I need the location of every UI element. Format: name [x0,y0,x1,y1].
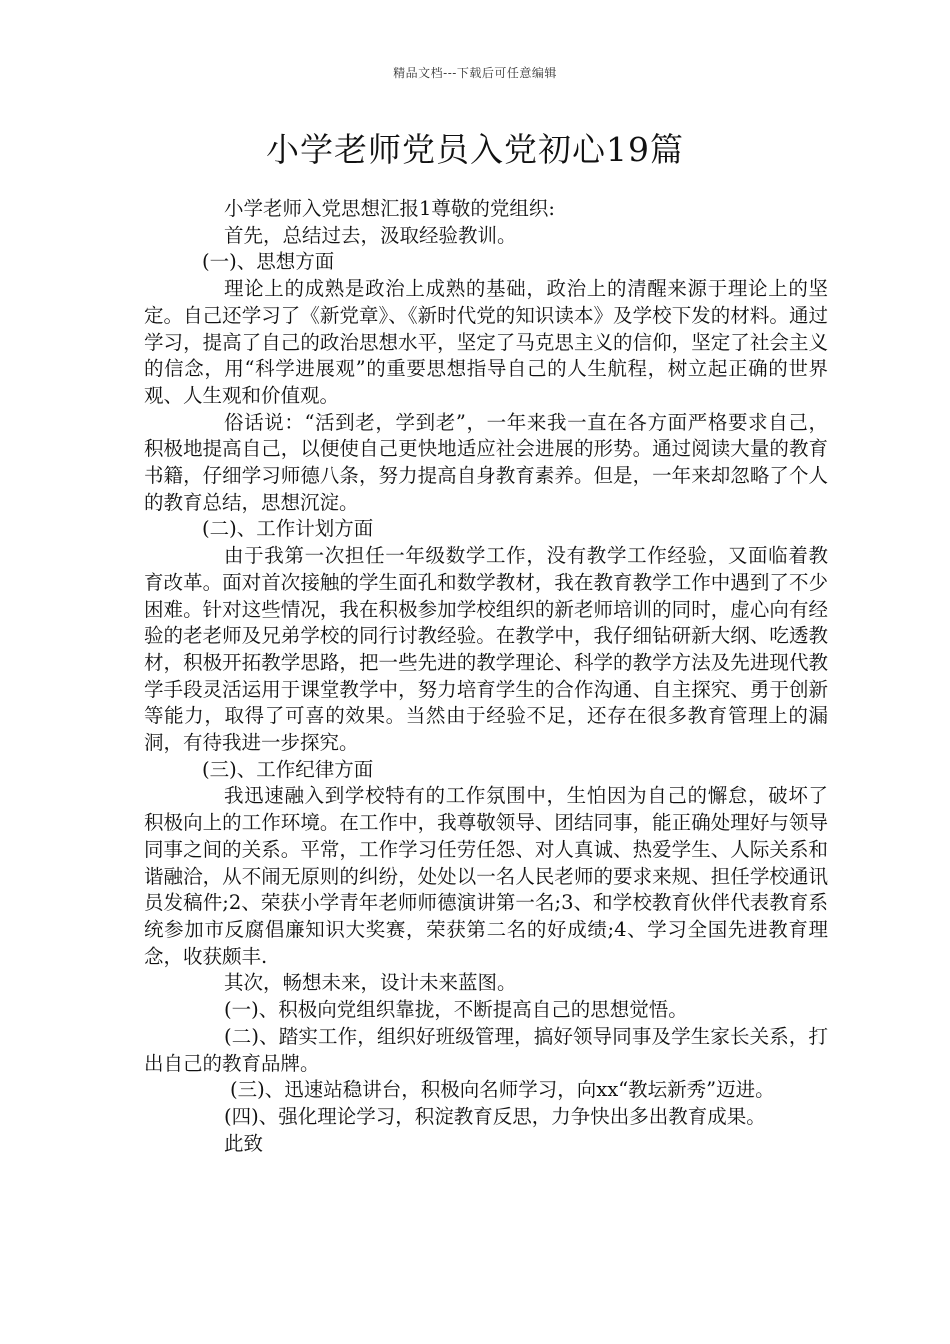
document-title: 小学老师党员入党初心19篇 [266,130,684,169]
paragraph-3: 理论上的成熟是政治上成熟的基础，政治上的清醒来源于理论上的坚定。自己还学习了《新党章》、《新时代党的知识读本》及学校下发的材料。通过学习，提高了自己的政治思想水平，坚定了马克思主义的信仰，坚定了社会主义的信念，用“科学进展观”的重要思想指导自己的人生航程，树立起正确的世界观、人生观和价值观。 [144,277,828,407]
page-header: 精品文档---下载后可任意编辑 [393,66,557,80]
plan-item-3: (三)、迅速站稳讲台，积极向名师学习，向xx“教坛新秀”迈进。 [230,1078,775,1102]
paragraph-6: 我迅速融入到学校特有的工作氛围中，生怕因为自己的懈怠，破坏了积极向上的工作环境。在工作中，我尊敬领导、团结同事，能正确处理好与领导同事之间的关系。平常，工作学习任劳任怨、对人真诚、热爱学生、人际关系和谐融洽，从不闹无原则的纠纷，处处以一名人民老师的要求来规、担任学校通讯员发稿件;2、荣获小学青年老师师德演讲第一名;3、和学校教育伙伴代表教育系统参加市反腐倡廉知识大奖赛，荣获第二名的好成绩;4、学习全国先进教育理念，收获颇丰. [144,784,828,968]
paragraph-1: 小学老师入党思想汇报1尊敬的党组织: [224,197,555,220]
paragraph-4: 俗话说：“活到老，学到老”，一年来我一直在各方面严格要求自己，积极地提高自己，以便使自己更快地适应社会进展的形势。通过阅读大量的教育书籍，仔细学习师德八条，努力提高自身教育素养。但是，一年来却忽略了个人的教育总结，思想沉淀。 [144,410,828,514]
plan-item-2: (二)、踏实工作，组织好班级管理，搞好领导同事及学生家长关系，打出自己的教育品牌。 [144,1024,828,1075]
paragraph-7: 其次，畅想未来，设计未来蓝图。 [224,971,517,995]
section-heading-thought: (一)、思想方面 [202,250,335,274]
section-heading-discipline: (三)、工作纪律方面 [202,757,374,781]
closing-salutation: 此致 [224,1131,264,1155]
section-heading-work-plan: (二)、工作计划方面 [202,517,374,541]
paragraph-5: 由于我第一次担任一年级数学工作，没有教学工作经验，又面临着教育改革。面对首次接触的学生面孔和数学教材，我在教育教学工作中遇到了不少困难。针对这些情况，我在积极参加学校组织的新老师培训的同时，虚心向有经验的老老师及兄弟学校的同行讨教经验。在教学中，我仔细钻研新大纲、吃透教材，积极开拓教学思路，把一些先进的教学理论、科学的教学方法及先进现代教学手段灵活运用于课堂教学中，努力培育学生的合作沟通、自主探究、勇于创新等能力，取得了可喜的效果。当然由于经验不足，还存在很多教育管理上的漏洞，有待我进一步探究。 [144,544,828,755]
plan-item-1: (一)、积极向党组织靠拢，不断提高自己的思想觉悟。 [224,998,688,1022]
document-body [144,196,828,1157]
plan-item-4: (四)、强化理论学习，积淀教育反思，力争快出多出教育成果。 [224,1104,766,1128]
paragraph-2: 首先，总结过去，汲取经验教训。 [224,223,517,247]
